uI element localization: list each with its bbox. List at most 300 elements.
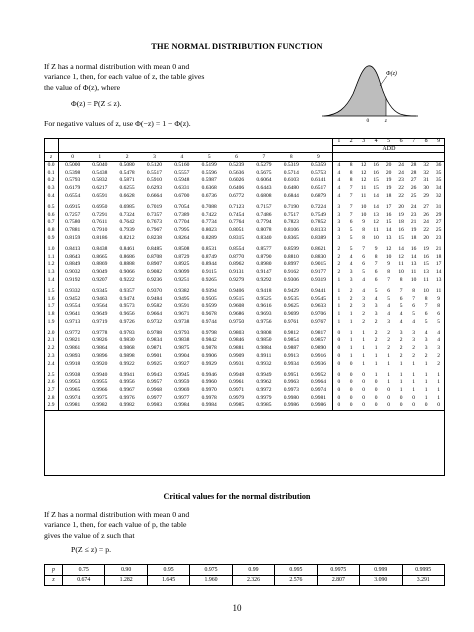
- add-value-cell: 16: [373, 162, 379, 168]
- phi-value-cell: 0.9032: [65, 268, 81, 275]
- phi-value-cell: 0.6664: [146, 192, 163, 199]
- header-blank: [382, 153, 395, 162]
- phi-value-cell: 0.8770: [228, 253, 245, 260]
- header-blank: [86, 145, 113, 153]
- table-row: [44, 319, 445, 327]
- add-value-cell: 14: [398, 245, 404, 252]
- add-value-cell: 0: [362, 371, 365, 378]
- add-value-cell: 1: [362, 345, 365, 352]
- phi-value-cell: 0.9959: [174, 379, 190, 386]
- add-value-cell: 19: [398, 211, 404, 218]
- phi-value-cell: 0.8413: [65, 245, 81, 252]
- phi-value-cell: 0.9452: [65, 295, 81, 302]
- phi-value-cell: 0.8665: [92, 253, 108, 260]
- add-value-cell: 12: [385, 245, 392, 252]
- add-value-cell: 23: [410, 211, 417, 218]
- phi-value-cell: 0.9969: [174, 387, 190, 394]
- phi-value-cell: 0.6554: [65, 192, 81, 199]
- table-row: [44, 235, 445, 243]
- phi-value-cell: 0.8980: [256, 261, 272, 268]
- phi-value-cell: 0.9901: [146, 352, 163, 359]
- add-value-cell: 2: [374, 337, 378, 344]
- add-value-cell: 2: [399, 352, 403, 359]
- phi-value-cell: 0.9979: [256, 394, 272, 401]
- phi-value-cell: 0.9082: [146, 268, 163, 275]
- phi-value-cell: 0.9474: [119, 295, 135, 302]
- add-value-cell: 29: [435, 211, 442, 218]
- table-row: [44, 193, 445, 201]
- add-value-cell: 3: [374, 310, 378, 317]
- add-value-cell: 1: [362, 352, 365, 359]
- add-value-cell: 1: [412, 379, 415, 386]
- phi-value-cell: 0.8365: [283, 234, 299, 241]
- phi-value-cell: 0.9948: [228, 371, 245, 378]
- add-digit-header: 2: [345, 138, 358, 145]
- phi-value-cell: 0.7157: [256, 203, 272, 210]
- z-value-cell: 0.4: [44, 193, 59, 201]
- add-value-cell: 1: [424, 394, 428, 401]
- phi-value-cell: 0.9484: [146, 295, 163, 302]
- add-value-cell: 21: [435, 245, 442, 252]
- add-value-cell: 17: [435, 261, 442, 268]
- phi-value-cell: 0.6480: [283, 185, 299, 192]
- add-value-cell: 18: [385, 192, 392, 199]
- phi-value-cell: 0.9641: [65, 310, 81, 317]
- phi-value-cell: 0.6064: [256, 177, 272, 184]
- table-row: [44, 330, 445, 338]
- z-value-cell: 2.7: [44, 387, 59, 395]
- phi-value-cell: 0.9974: [305, 387, 332, 395]
- phi-value-cell: 0.9941: [119, 371, 135, 378]
- add-value-cell: 6: [362, 253, 365, 260]
- phi-value-cell: 0.6879: [305, 193, 332, 201]
- phi-value-cell: 0.9192: [65, 276, 81, 283]
- add-value-cell: 1: [424, 387, 428, 394]
- add-value-cell: 5: [374, 287, 378, 294]
- add-value-cell: 36: [435, 162, 442, 168]
- header-blank: [278, 145, 305, 153]
- header-blank: [278, 138, 305, 145]
- header-blank: [223, 138, 250, 145]
- phi-value-cell: 0.8749: [201, 253, 217, 260]
- phi-value-cell: 0.5948: [174, 177, 190, 184]
- phi-value-cell: 0.6217: [92, 185, 108, 192]
- add-value-cell: 15: [385, 219, 392, 226]
- add-value-cell: 35: [435, 169, 442, 176]
- add-value-cell: 0: [349, 371, 353, 378]
- phi-value-cell: 0.9953: [65, 379, 81, 386]
- phi-value-cell: 0.7673: [146, 219, 163, 226]
- z-critical-cell: 1.960: [190, 575, 232, 586]
- phi-value-cell: 0.9906: [201, 352, 217, 359]
- add-value-cell: 3: [349, 276, 353, 283]
- phi-value-cell: 0.6443: [256, 185, 272, 192]
- add-value-cell: 1: [349, 352, 353, 359]
- add-value-cell: 1: [362, 337, 365, 344]
- add-value-cell: 4: [337, 169, 341, 176]
- phi-value-cell: 0.7291: [92, 211, 108, 218]
- z-value-cell: 1.0: [44, 246, 59, 254]
- phi-value-cell: 0.9983: [141, 402, 168, 410]
- add-value-cell: 15: [423, 261, 429, 268]
- phi-value-cell: 0.7422: [201, 211, 217, 218]
- phi-value-cell: 0.9970: [201, 387, 217, 394]
- add-value-cell: 2: [337, 253, 341, 260]
- z-critical-cell: 1.282: [105, 575, 147, 586]
- phi-value-cell: 0.9881: [228, 345, 245, 352]
- add-value-cell: 1: [424, 360, 428, 367]
- add-value-cell: 13: [373, 211, 379, 218]
- phi-value-cell: 0.9967: [119, 387, 135, 394]
- phi-value-cell: 0.6026: [228, 177, 245, 184]
- table-row: [44, 353, 445, 361]
- phi-value-cell: 0.6255: [119, 185, 135, 192]
- phi-value-cell: 0.9463: [92, 295, 108, 302]
- add-value-cell: 15: [373, 177, 379, 184]
- phi-value-cell: 0.9525: [256, 295, 272, 302]
- phi-value-cell: 0.7088: [201, 203, 217, 210]
- add-value-cell: 20: [423, 234, 429, 241]
- add-value-cell: 3: [337, 203, 341, 210]
- phi-value-cell: 0.6628: [119, 192, 135, 199]
- add-value-cell: 23: [435, 234, 442, 241]
- add-value-cell: 11: [398, 261, 404, 268]
- table-row: [44, 372, 445, 380]
- add-value-cell: 12: [360, 169, 367, 176]
- add-value-cell: 7: [374, 261, 378, 268]
- phi-value-cell: 0.8925: [174, 261, 190, 268]
- add-digit-header: 6: [395, 138, 408, 145]
- phi-value-cell: 0.9834: [146, 337, 163, 344]
- add-value-cell: 12: [373, 219, 379, 226]
- header-blank: [370, 153, 383, 162]
- table-row: [44, 303, 445, 311]
- table-row: [44, 170, 445, 178]
- phi-value-cell: 0.9406: [228, 287, 245, 294]
- phi-value-cell: 0.9382: [174, 287, 190, 294]
- add-value-cell: 2: [374, 329, 378, 336]
- phi-value-cell: 0.9279: [228, 276, 245, 283]
- phi-value-cell: 0.9441: [305, 288, 332, 296]
- phi-value-cell: 0.9778: [92, 329, 108, 336]
- add-value-cell: 2: [337, 245, 341, 252]
- header-blank: [196, 138, 223, 145]
- phi-value-cell: 0.9671: [174, 310, 190, 317]
- add-value-cell: 0: [382, 402, 395, 410]
- z-value-cell: 0.0: [44, 162, 59, 170]
- phi-value-cell: 0.7224: [305, 204, 332, 212]
- add-value-cell: 15: [398, 234, 404, 241]
- phi-value-cell: 0.9986: [278, 402, 305, 410]
- phi-value-cell: 0.5596: [201, 169, 217, 176]
- phi-value-cell: 0.8907: [146, 261, 163, 268]
- p-value-cell: 0.75: [63, 565, 105, 576]
- phi-value-cell: 0.9616: [256, 303, 272, 310]
- phi-value-cell: 0.5832: [92, 177, 108, 184]
- add-value-cell: 5: [349, 234, 353, 241]
- phi-value-cell: 0.9545: [305, 296, 332, 304]
- add-value-cell: 2: [349, 303, 353, 310]
- phi-value-cell: 0.9951: [283, 371, 299, 378]
- header-blank: [86, 138, 113, 145]
- phi-value-cell: 0.9306: [283, 276, 299, 283]
- z-row: [45, 575, 445, 586]
- phi-value-cell: 0.9977: [174, 394, 190, 401]
- phi-value-cell: 0.9319: [305, 277, 332, 285]
- phi-value-cell: 0.6950: [92, 203, 108, 210]
- phi-value-cell: 0.5239: [228, 162, 245, 168]
- phi-value-cell: 0.9927: [174, 360, 190, 367]
- add-value-cell: 2: [412, 352, 415, 359]
- p-row: [45, 565, 445, 576]
- z-value-cell: 1.3: [44, 269, 59, 277]
- phi-value-cell: 0.5279: [256, 162, 272, 168]
- intro-line: gives the value of z such that: [44, 530, 135, 540]
- phi-value-cell: 0.5910: [146, 177, 163, 184]
- add-value-cell: 2: [374, 318, 378, 325]
- phi-value-cell: 0.7257: [65, 211, 81, 218]
- phi-value-cell: 0.9968: [146, 387, 163, 394]
- phi-value-cell: 0.9854: [283, 337, 299, 344]
- add-value-cell: 4: [437, 329, 441, 336]
- add-value-cell: 1: [337, 276, 341, 283]
- phi-value-cell: 0.9964: [305, 379, 332, 387]
- phi-value-cell: 0.7794: [256, 219, 272, 226]
- phi-value-cell: 0.9738: [174, 318, 190, 325]
- phi-value-cell: 0.8315: [228, 234, 245, 241]
- add-value-cell: 25: [410, 192, 417, 199]
- add-value-cell: 2: [387, 345, 390, 352]
- table-row: [44, 337, 445, 345]
- phi-value-cell: 0.8389: [305, 235, 332, 243]
- add-value-cell: 2: [399, 337, 403, 344]
- phi-value-cell: 0.9495: [174, 295, 190, 302]
- phi-value-cell: 0.9222: [119, 276, 135, 283]
- add-value-cell: 4: [337, 185, 341, 192]
- phi-value-cell: 0.7486: [256, 211, 272, 218]
- table-row: [44, 261, 445, 269]
- phi-value-cell: 0.6591: [92, 192, 108, 199]
- phi-value-cell: 0.9861: [65, 345, 81, 352]
- intro-line: the value of Φ(z), where: [44, 82, 121, 92]
- header-blank: [141, 138, 168, 145]
- z-value-cell: 1.4: [44, 277, 59, 285]
- phi-value-cell: 0.8643: [65, 253, 81, 260]
- phi-value-cell: 0.6808: [256, 192, 272, 199]
- add-value-cell: 10: [385, 253, 392, 260]
- add-value-cell: 11: [423, 276, 429, 283]
- phi-value-cell: 0.8729: [174, 253, 190, 260]
- phi-value-cell: 0.9896: [92, 352, 108, 359]
- phi-value-cell: 0.9846: [228, 337, 245, 344]
- add-value-cell: 4: [424, 329, 428, 336]
- add-value-cell: 1: [362, 360, 365, 367]
- phi-value-cell: 0.9922: [119, 360, 135, 367]
- add-value-cell: 3: [362, 303, 365, 310]
- p-value-cell: 0.99: [232, 565, 274, 576]
- add-value-cell: 3: [399, 329, 403, 336]
- add-value-cell: 7: [399, 287, 403, 294]
- header-blank: [59, 138, 86, 145]
- add-value-cell: 1: [387, 352, 390, 359]
- phi-value-cell: 0.7939: [119, 227, 135, 233]
- add-value-cell: 0: [349, 360, 353, 367]
- add-value-cell: 6: [412, 303, 415, 310]
- add-value-cell: 32: [423, 162, 429, 168]
- phi-value-cell: 0.8997: [283, 261, 299, 268]
- add-value-cell: 1: [399, 371, 403, 378]
- p-value-cell: 0.995: [275, 565, 317, 576]
- z-critical-cell: 3.291: [416, 577, 430, 584]
- phi-value-cell: 0.9940: [92, 371, 108, 378]
- add-value-cell: 25: [435, 227, 442, 233]
- add-value-cell: 0: [362, 387, 365, 394]
- add-value-cell: 28: [410, 169, 417, 176]
- header-blank: [250, 145, 277, 153]
- add-value-cell: 35: [435, 177, 442, 184]
- z-value-cell: 1.6: [44, 296, 59, 304]
- add-value-cell: 4: [399, 318, 403, 325]
- phi-value-cell: 0.8238: [146, 234, 163, 241]
- negative-values-note: For negative values of z, use Φ(−z) = 1 − Φ(z).: [44, 119, 191, 128]
- phi-value-cell: 0.9943: [146, 371, 163, 378]
- table-row: [44, 177, 445, 185]
- phi-value-cell: 0.9904: [174, 352, 190, 359]
- table-row: [44, 387, 445, 395]
- add-value-cell: 2: [337, 268, 341, 275]
- table-row: [44, 277, 445, 285]
- header-blank: [44, 138, 59, 145]
- intro-line: variance 1, then, for each value of z, the table gives: [44, 72, 205, 82]
- header-blank: [250, 138, 277, 145]
- phi-value-cell: 0.9890: [305, 345, 332, 353]
- table-row: [44, 345, 445, 353]
- add-value-cell: 0: [362, 394, 365, 401]
- phi-value-cell: 0.9952: [305, 372, 332, 380]
- add-value-cell: 1: [387, 371, 390, 378]
- phi-value-cell: 0.9868: [119, 345, 135, 352]
- z-value-cell: 2.9: [44, 402, 59, 410]
- phi-value-cell: 0.6368: [201, 185, 217, 192]
- add-value-cell: 2: [337, 261, 341, 268]
- phi-value-cell: 0.9332: [65, 287, 81, 294]
- phi-value-cell: 0.7611: [92, 219, 108, 226]
- table-row: [44, 311, 445, 319]
- phi-value-cell: 0.9686: [228, 310, 245, 317]
- add-value-cell: 4: [337, 192, 341, 199]
- add-value-cell: 5: [362, 268, 365, 275]
- phi-value-cell: 0.9909: [228, 352, 245, 359]
- critical-values-table: [44, 564, 445, 586]
- add-value-cell: 4: [349, 253, 353, 260]
- header-blank: [113, 138, 140, 145]
- add-value-cell: 10: [423, 287, 429, 294]
- header-blank: [432, 153, 445, 162]
- add-value-cell: 9: [362, 219, 365, 226]
- add-value-cell: 13: [435, 276, 442, 283]
- p-value-cell: 0.95: [147, 565, 189, 576]
- phi-value-cell: 0.6331: [174, 185, 190, 192]
- add-value-cell: 1: [337, 287, 341, 294]
- add-value-cell: 12: [360, 177, 367, 184]
- z-value-cell: 2.4: [44, 361, 59, 369]
- phi-value-cell: 0.6700: [174, 192, 190, 199]
- phi-value-cell: 0.7549: [305, 212, 332, 220]
- phi-value-cell: 0.9821: [65, 337, 81, 344]
- phi-value-cell: 0.8078: [256, 227, 272, 233]
- add-value-cell: 3: [424, 337, 428, 344]
- add-value-cell: 2: [362, 318, 365, 325]
- add-value-cell: 1: [399, 387, 403, 394]
- phi-value-cell: 0.9582: [146, 303, 163, 310]
- add-value-cell: 7: [362, 245, 365, 252]
- add-value-cell: 10: [373, 234, 379, 241]
- phi-value-cell: 0.8554: [228, 245, 245, 252]
- phi-value-cell: 0.9207: [92, 276, 108, 283]
- phi-value-cell: 0.9131: [228, 268, 245, 275]
- add-digit-header: 9: [432, 138, 445, 145]
- phi-value-cell: 0.9957: [146, 379, 163, 386]
- add-value-cell: 1: [349, 337, 353, 344]
- z-header: z: [44, 153, 59, 162]
- add-value-cell: 27: [423, 203, 429, 210]
- add-value-cell: 19: [423, 245, 429, 252]
- phi-value-cell: 0.9977: [146, 394, 163, 401]
- add-value-cell: 1: [337, 310, 341, 317]
- phi-value-cell: 0.9960: [201, 379, 217, 386]
- z-value-cell: 0.1: [44, 170, 59, 178]
- add-value-cell: 1: [437, 379, 441, 386]
- add-value-cell: 8: [424, 295, 428, 302]
- add-value-cell: 1: [412, 387, 415, 394]
- phi-value-cell: 0.9599: [201, 303, 217, 310]
- header-blank: [305, 145, 332, 153]
- phi-value-cell: 0.7704: [174, 219, 190, 226]
- phi-value-cell: 0.5636: [228, 169, 245, 176]
- phi-value-cell: 0.8340: [256, 234, 272, 241]
- phi-value-cell: 0.6985: [119, 203, 135, 210]
- add-value-cell: 0: [349, 394, 353, 401]
- add-value-cell: 6: [362, 261, 365, 268]
- header-blank: [44, 145, 59, 153]
- add-value-cell: 14: [435, 268, 442, 275]
- table-row: [44, 296, 445, 304]
- phi-value-cell: 0.9817: [305, 330, 332, 338]
- digit-header: 5: [196, 153, 223, 162]
- add-value-cell: 0: [432, 402, 445, 410]
- z-value-cell: 2.1: [44, 337, 59, 345]
- add-value-cell: 16: [398, 227, 404, 233]
- header-blank: [357, 153, 370, 162]
- phi-value-cell: 0.9981: [305, 395, 332, 403]
- phi-value-cell: 0.9972: [256, 387, 272, 394]
- phi-value-cell: 0.9761: [283, 318, 299, 325]
- phi-value-cell: 0.9830: [119, 337, 135, 344]
- phi-value-cell: 0.9984: [168, 402, 195, 410]
- phi-value-cell: 0.9978: [201, 394, 217, 401]
- table-row: [44, 185, 445, 193]
- header-blank: [59, 145, 86, 153]
- phi-value-cell: 0.9554: [65, 303, 81, 310]
- add-value-cell: 24: [423, 219, 429, 226]
- phi-value-cell: 0.9985: [223, 402, 250, 410]
- add-value-cell: 2: [437, 360, 441, 367]
- phi-value-cell: 0.8023: [201, 227, 217, 233]
- add-value-cell: 19: [385, 185, 392, 192]
- add-value-cell: 9: [437, 295, 441, 302]
- phi-value-cell: 0.5871: [119, 177, 135, 184]
- add-value-cell: 32: [435, 192, 442, 199]
